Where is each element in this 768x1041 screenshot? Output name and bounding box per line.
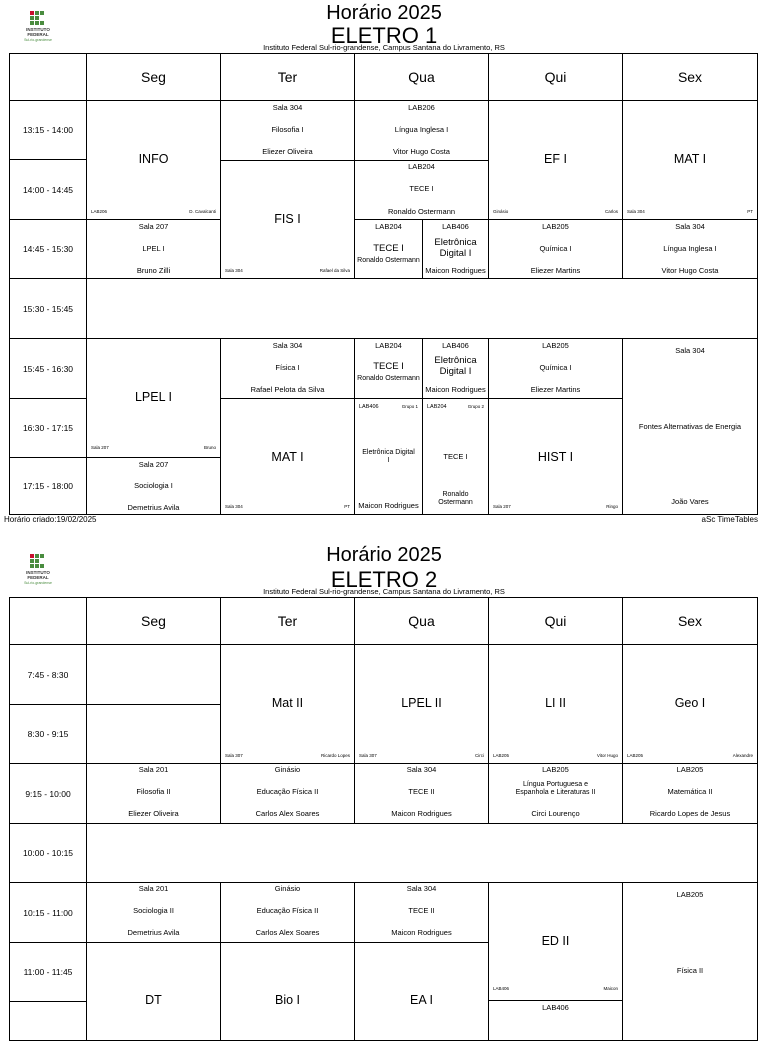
lesson-cell: MAT I Sala 304 PT	[220, 398, 355, 515]
lesson-cell: LAB406	[488, 1000, 623, 1041]
lesson-cell: LPEL II Sala 307 Circi	[354, 644, 489, 764]
schedule-title: Horário 2025	[326, 2, 442, 24]
lesson-cell: LI II LAB205 Vitor Hugo	[488, 644, 623, 764]
lesson-cell: LPEL I Sala 207 Bruno	[86, 338, 221, 458]
created-date: Horário criado:19/02/2025	[4, 515, 97, 524]
lesson-cell: Sala 201 Filosofia II Eliezer Oliveira	[86, 763, 221, 824]
lesson-cell: Sala 201 Sociologia II Demetrius Avila	[86, 882, 221, 943]
day-header: Seg	[86, 53, 221, 101]
empty-cell	[86, 704, 221, 764]
lesson-cell: MAT I Sala 304 PT	[622, 100, 758, 220]
lesson-cell: Ginásio Educação Física II Carlos Alex Soares	[220, 763, 355, 824]
institution-name: Instituto Federal Sul-rio-grandense, Campus Santana do Livramento, RS	[263, 43, 505, 52]
lesson-cell: DT	[86, 942, 221, 1041]
lesson-cell: EF I Ginásio Carlos	[488, 100, 623, 220]
period-cell: 9:15 - 10:00	[9, 763, 87, 824]
period-cell	[9, 1001, 87, 1041]
period-cell: 13:15 - 14:00	[9, 100, 87, 160]
break-row	[86, 823, 758, 883]
lesson-cell: Sala 207 Sociologia I Demetrius Avila	[86, 457, 221, 515]
day-header: Sex	[622, 597, 758, 645]
lesson-cell: LAB205 Química I Eliezer Martins	[488, 219, 623, 279]
ifsul-logo: INSTITUTO FEDERAL Sul-rio-grandense	[20, 553, 56, 587]
lesson-cell: LAB406 Eletrônica Digital I Maicon Rodrigues	[422, 219, 489, 279]
lesson-cell: Sala 304 TECE II Maicon Rodrigues	[354, 763, 489, 824]
corner-cell	[9, 53, 87, 101]
period-cell: 15:30 - 15:45	[9, 278, 87, 339]
lesson-cell: Sala 304 Filosofia I Eliezer Oliveira	[220, 100, 355, 161]
lesson-cell: LAB205 Química I Eliezer Martins	[488, 338, 623, 399]
day-header: Qui	[488, 53, 623, 101]
lesson-cell: FIS I Sala 304 Rafael da Silva	[220, 160, 355, 279]
lesson-cell: Sala 304 Fontes Alternativas de Energia João Vares	[622, 338, 758, 515]
institution-name: Instituto Federal Sul-rio-grandense, Campus Santana do Livramento, RS	[263, 587, 505, 596]
lesson-cell: Sala 207 LPEL I Bruno Zilli	[86, 219, 221, 279]
lesson-cell: Bio I	[220, 942, 355, 1041]
class-name: ELETRO 1	[330, 23, 438, 48]
lesson-cell: LAB406 Grupo 1 Eletrônica Digital I Maicon Rodrigues	[354, 398, 423, 515]
lesson-cell: Sala 304 Língua Inglesa I Vitor Hugo Costa	[622, 219, 758, 279]
lesson-cell: Sala 304 Física I Rafael Pelota da Silva	[220, 338, 355, 399]
lesson-cell: LAB204 TECE I Ronaldo Ostermann	[354, 338, 423, 399]
lesson-cell: LAB204 TECE I Ronaldo Ostermann	[354, 219, 423, 279]
period-cell: 11:00 - 11:45	[9, 942, 87, 1002]
period-cell: 14:45 - 15:30	[9, 219, 87, 279]
timetable-eletro-2	[0, 540, 768, 1024]
day-header: Qua	[354, 53, 489, 101]
period-cell: 10:15 - 11:00	[9, 882, 87, 943]
lesson-cell: INFO LAB206 D. Cavalcanti	[86, 100, 221, 220]
lesson-cell: Geo I LAB205 Alexandre	[622, 644, 758, 764]
lesson-cell: ED II LAB406 Maicon	[488, 882, 623, 1001]
lesson-cell: LAB206 Língua Inglesa I Vitor Hugo Costa	[354, 100, 489, 161]
lesson-cell: HIST I Sala 207 Ringo	[488, 398, 623, 515]
day-header: Qua	[354, 597, 489, 645]
break-row	[86, 278, 758, 339]
period-cell: 14:00 - 14:45	[9, 159, 87, 220]
period-cell: 15:45 - 16:30	[9, 338, 87, 399]
class-name: ELETRO 2	[330, 567, 438, 592]
day-header: Ter	[220, 597, 355, 645]
period-cell: 17:15 - 18:00	[9, 457, 87, 515]
lesson-cell: LAB204 TECE I Ronaldo Ostermann	[354, 160, 489, 220]
lesson-cell: Ginásio Educação Física II Carlos Alex Soares	[220, 882, 355, 943]
period-cell: 7:45 - 8:30	[9, 644, 87, 705]
ifsul-logo: INSTITUTO FEDERAL Sul-rio-grandense	[20, 10, 56, 44]
lesson-cell: LAB204 Grupo 2 TECE I Ronaldo Ostermann	[422, 398, 489, 515]
period-cell: 10:00 - 10:15	[9, 823, 87, 883]
corner-cell	[9, 597, 87, 645]
lesson-cell: EA I	[354, 942, 489, 1041]
day-header: Seg	[86, 597, 221, 645]
lesson-cell: LAB205 Física II	[622, 882, 758, 1041]
lesson-cell: LAB406 Eletrônica Digital I Maicon Rodrigues	[422, 338, 489, 399]
lesson-cell: Mat II Sala 307 Ricardo Lopes	[220, 644, 355, 764]
period-cell: 16:30 - 17:15	[9, 398, 87, 458]
day-header: Sex	[622, 53, 758, 101]
lesson-cell: LAB205 Língua Portuguesa e Espanhola e Literaturas II Circi Lourenço	[488, 763, 623, 824]
day-header: Qui	[488, 597, 623, 645]
day-header: Ter	[220, 53, 355, 101]
empty-cell	[86, 644, 221, 705]
period-cell: 8:30 - 9:15	[9, 704, 87, 764]
lesson-cell: Sala 304 TECE II Maicon Rodrigues	[354, 882, 489, 943]
schedule-title: Horário 2025	[326, 544, 442, 566]
generator-credit: aSc TimeTables	[701, 515, 758, 524]
lesson-cell: LAB205 Matemática II Ricardo Lopes de Jesus	[622, 763, 758, 824]
